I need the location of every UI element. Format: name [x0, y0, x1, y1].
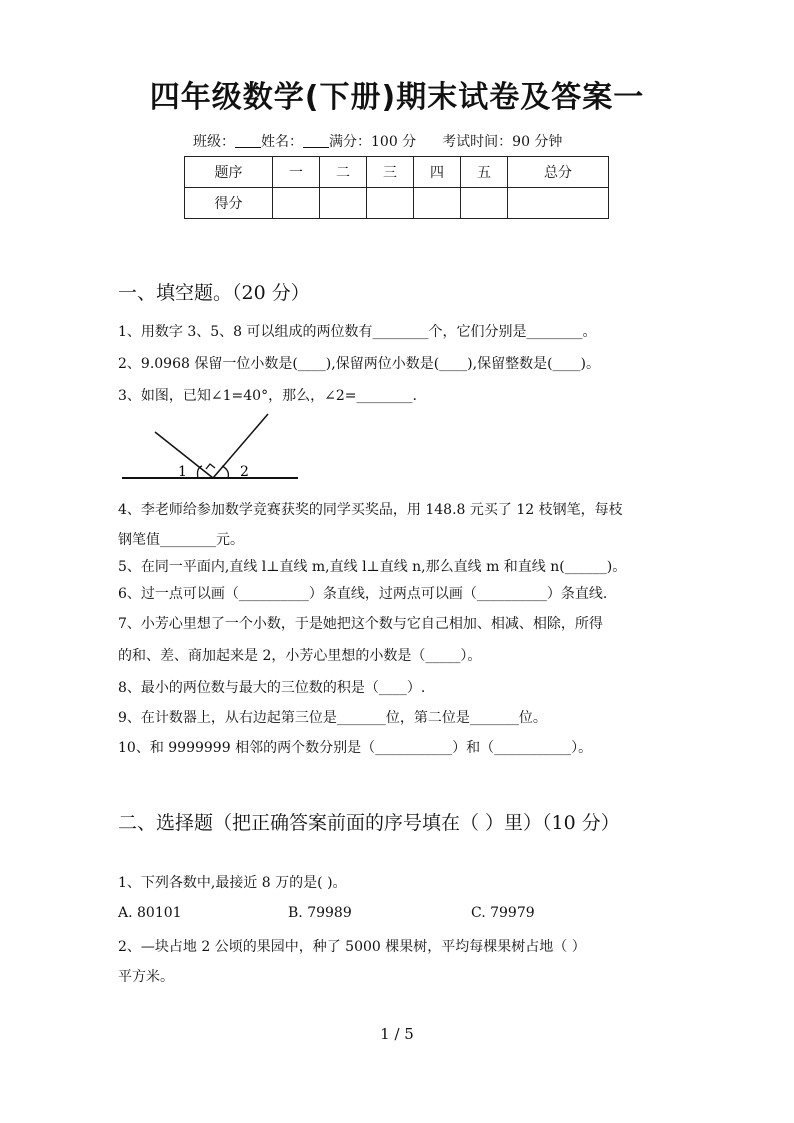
option-a: A. 80101 [118, 905, 182, 921]
option-b: B. 79989 [288, 905, 352, 921]
angle-arc-right [222, 466, 228, 478]
score-table [184, 156, 609, 219]
question-1-4-line2: 钢笔值________元。 [118, 532, 244, 548]
table-cell [461, 188, 508, 219]
table-cell [273, 188, 320, 219]
question-1-2: 2、9.0968 保留一位小数是(____),保留两位小数是(____),保留整数是(____)。 [118, 356, 601, 372]
question-2-1: 1、下列各数中,最接近 8 万的是( )。 [118, 875, 347, 891]
angle-figure [118, 410, 308, 486]
question-1-7-line2: 的和、差、商加起来是 2，小芳心里想的小数是（_____）。 [118, 648, 482, 664]
right-angle-mark [206, 464, 215, 469]
table-cell: 三 [367, 157, 414, 188]
question-1-6: 6、过一点可以画（__________）条直线，过两点可以画（__________）条直线. [118, 586, 608, 602]
page-title: 四年级数学(下册)期末试卷及答案一 [149, 80, 645, 115]
page-number: 1 / 5 [380, 1025, 414, 1043]
question-1-10: 10、和 9999999 相邻的两个数分别是（___________）和（___________）。 [118, 740, 593, 756]
class-blank [235, 133, 261, 148]
option-c: C. 79979 [471, 905, 535, 921]
question-1-5: 5、在同一平面内,直线 l⊥直线 m,直线 l⊥直线 n,那么直线 m 和直线 n(______)。 [118, 559, 627, 575]
table-cell [508, 188, 609, 219]
exam-time: 考试时间：90 分钟 [442, 134, 563, 150]
table-cell [367, 188, 414, 219]
question-1-3: 3、如图，已知∠1=40°，那么，∠2=________. [118, 388, 417, 404]
table-cell: 得分 [185, 188, 273, 219]
score-table-header-row [185, 157, 609, 188]
question-1-4-line1: 4、李老师给参加数学竞赛获奖的同学买奖品，用 148.8 元买了 12 枝钢笔，每枝 [118, 502, 623, 518]
class-label: 班级： [193, 134, 235, 150]
table-cell: 总分 [508, 157, 609, 188]
full-score: 满分：100 分 [329, 134, 417, 150]
question-2-2-line1: 2、—块占地 2 公顷的果园中，种了 5000 棵果树，平均每棵果树占地（ ） [118, 939, 586, 955]
table-cell: 题序 [185, 157, 273, 188]
table-cell: 五 [461, 157, 508, 188]
name-blank [303, 133, 329, 148]
info-line [193, 131, 562, 151]
angle-label-2: 2 [240, 464, 249, 480]
table-cell: 四 [414, 157, 461, 188]
table-cell [320, 188, 367, 219]
question-1-8: 8、最小的两位数与最大的三位数的积是（____）. [118, 680, 426, 696]
question-1-7-line1: 7、小芳心里想了一个小数，于是她把这个数与它自己相加、相减、相除，所得 [118, 616, 603, 632]
score-table-score-row [185, 188, 609, 219]
table-cell [414, 188, 461, 219]
table-cell: 一 [273, 157, 320, 188]
question-1-9: 9、在计数器上，从右边起第三位是_______位，第二位是_______位。 [118, 710, 547, 726]
table-cell: 二 [320, 157, 367, 188]
section-2-heading: 二、选择题（把正确答案前面的序号填在（ ）里）（10 分） [118, 812, 620, 834]
question-2-2-line2: 平方米。 [118, 969, 174, 985]
question-1-1: 1、用数字 3、5、8 可以组成的两位数有________个，它们分别是________。 [118, 324, 597, 340]
angle-label-1: 1 [178, 464, 187, 480]
name-label: 姓名： [261, 134, 303, 150]
section-1-heading: 一、填空题。（20 分） [118, 282, 310, 304]
